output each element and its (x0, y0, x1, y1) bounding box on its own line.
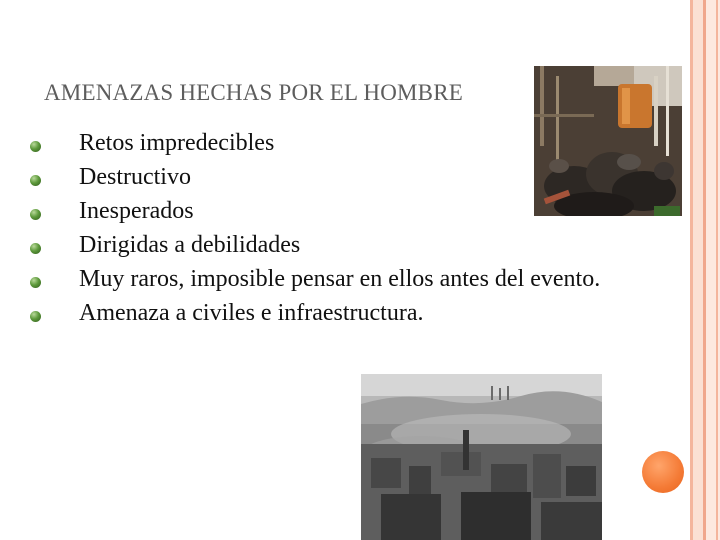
bullet-item (26, 128, 616, 159)
bullet-text: Destructivo (79, 164, 191, 190)
bullet-item (26, 196, 616, 227)
bullet-text: Amenaza a civiles e infraestructura. (79, 300, 424, 326)
bullet-icon (30, 175, 41, 186)
destroyed-city-photo (361, 374, 602, 540)
bullet-icon (30, 277, 41, 288)
bullet-icon (30, 141, 41, 152)
bullet-text: Dirigidas a debilidades (79, 232, 301, 258)
bullet-item (26, 162, 616, 193)
bullet-icon (30, 243, 41, 254)
bullet-item (26, 264, 616, 295)
bullet-list (26, 128, 616, 332)
bullet-item (26, 298, 616, 329)
bullet-icon (30, 209, 41, 220)
bullet-text: Muy raros, imposible pensar en ellos antes del evento. (79, 266, 601, 292)
bullet-text: Inesperados (79, 198, 194, 224)
bullet-text: Retos impredecibles (79, 130, 275, 156)
border-stripe (716, 0, 718, 540)
slide-title: AMENAZAS HECHAS POR EL HOMBRE (44, 80, 463, 105)
bullet-icon (30, 311, 41, 322)
bullet-item (26, 230, 616, 261)
border-stripe (693, 0, 703, 540)
accent-circle (642, 451, 684, 493)
